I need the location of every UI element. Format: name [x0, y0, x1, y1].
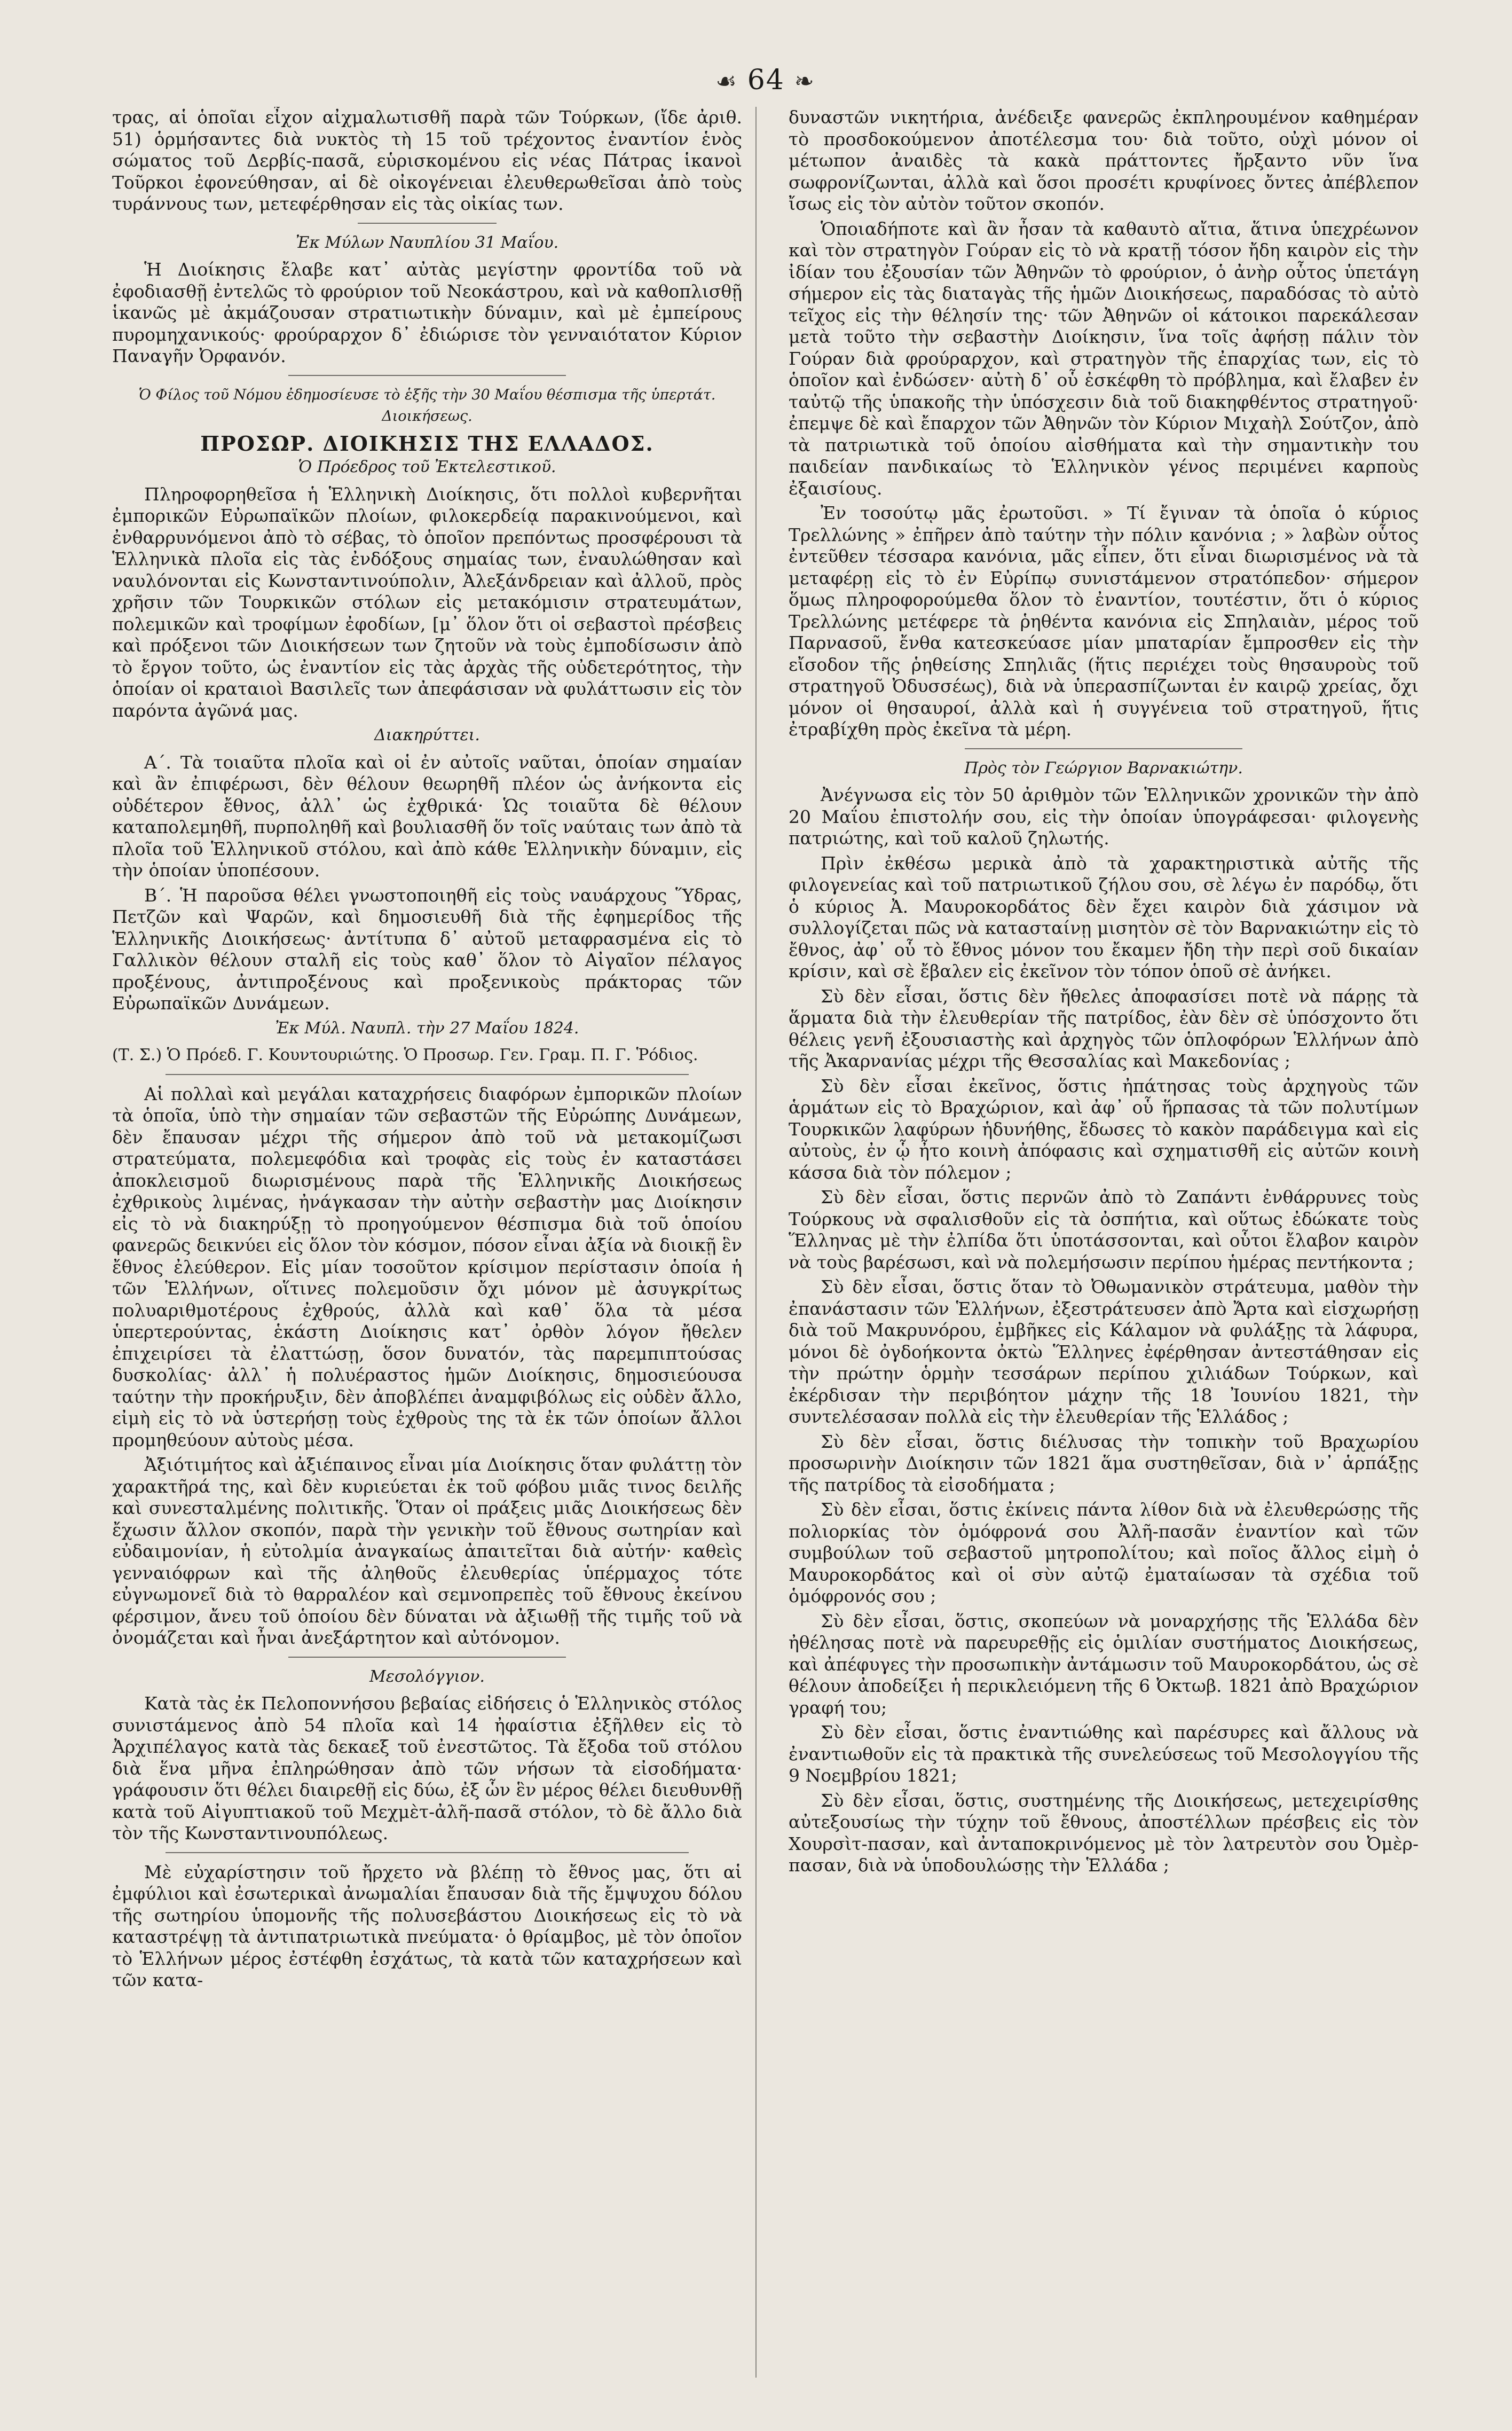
decree-article-b: Β΄. Ἡ παροῦσα θέλει γνωστοποιηθῆ εἰς τοὺς ναυάρχους Ὕδρας, Πετζῶν καὶ Ψαρῶν, καὶ δημοσιευθῆ διὰ τῆς ἐφημερίδος τῆς Ἑλληνικῆς Διοικήσεως· ἀντίτυπα δ᾽ αὐτοῦ μεταφρασμένα εἰς τὸ Γαλλικὸν θέλουν σταλῆ εἰς τοὺς καθ᾽ ὅλον τὸ Αἰγαῖον πέλαγος προξένους, ἀντιπροξένους καὶ προξενικοὺς πράκτορας τῶν Εὐρωπαϊκῶν Δυνάμεων.	[112, 884, 742, 1014]
columns	[112, 107, 1419, 2388]
letter-paragraph: Σὺ δὲν εἶσαι, ὅστις, συστημένης τῆς Διοικήσεως, μετεχειρίσθης αὐτεξουσίως τὴν τύχην τοῦ ἔθνους, ἀποστέλλων πρέσβεις εἰς τὸν Χουρσὶτ-πασαν, καὶ ἀνταποκρινόμενος μὲ τὸν λατρευτὸν σου Ὀμὲρ-πασαν, διὰ νὰ ὑποδουλώσῃς τὴν Ἑλλάδα ;	[789, 1790, 1419, 1876]
letter-paragraph: Σὺ δὲν εἶσαι, ὅστις ὅταν τὸ Ὀθωμανικὸν στράτευμα, μαθὸν τὴν ἐπανάστασιν τῶν Ἑλλήνων, ἐξεστράτευσεν ἀπὸ Ἄρτα καὶ εἰσχωρήσῃ διὰ τοῦ Μακρυνόρου, ἐμβῆκες εἰς Κάλαμον νὰ φυλάξῃς τὰ λάφυρα, μόνοι δὲ ὀγδοήκοντα ὀκτὼ Ἕλληνες ἐφέρθησαν ἀντεστάθησαν εἰς τὴν πρώτην ὁρμὴν τεσσάρων περίπου χιλιάδων Τούρκων, καὶ ἐκέρδισαν τὴν περιβόητον μάχην τῆς 18 Ἰουνίου 1821, τὴν συντελέσασαν πολλὰ εἰς τὴν ἐλευθερίαν τῆς Ἑλλάδος ;	[789, 1276, 1419, 1427]
article-paragraph: τρας, αἱ ὁποῖαι εἶχον αἰχμαλωτισθῆ παρὰ τῶν Τούρκων, (ἴδε ἀριθ. 51) ὁρμήσαντες διὰ νυκτὸς τὴ 15 τοῦ τρέχοντος ἐναντίον ἑνὸς σώματος τοῦ Δερβίς-πασᾶ, εὑρισκομένου εἰς νέας Πάτρας ἱκανοὶ Τοῦρκοι ἐφονεύθησαν, αἱ δὲ οἰκογένειαι ἐλευθερωθεῖσαι ἀπὸ τοὺς τυράννους των, μετεφέρθησαν εἰς τὰς οἰκίας των.	[112, 107, 742, 214]
editorial-note: Ὁ Φίλος τοῦ Νόμου ἐδημοσίευσε τὸ ἑξῆς τὴν 30 Μαΐου θέσπισμα τῆς ὑπερτάτ. Διοικήσεως.	[138, 386, 716, 425]
letter-paragraph: Σὺ δὲν εἶσαι, ὅστις ἐκίνεις πάντα λίθον διὰ νὰ ἐλευθερώσῃς τῆς πολιορκίας τὸν ὁμόφρονά σου Ἀλῆ-πασᾶν ἐναντίον καὶ τῶν συμβούλων τοῦ σεβαστοῦ μητροπολίτου; καὶ ποῖος ἄλλος εἰμὴ ὁ Μαυροκορδάτος καὶ οἱ σὺν αὐτῷ ἐματαίωσαν τὰ σχέδια τοῦ ὁμόφρονός σου ;	[789, 1499, 1419, 1606]
decree-proclaims: Διακηρύττει.	[374, 726, 480, 744]
decree-signatures: (Τ. Σ.) Ὁ Πρόεδ. Γ. Κουντουριώτης. Ὁ Προσωρ. Γεν. Γραμ. Π. Γ. Ῥόδιος.	[112, 1046, 698, 1064]
article-paragraph: Κατὰ τὰς ἐκ Πελοποννήσου βεβαίας εἰδήσεις ὁ Ἑλληνικὸς στόλος συνιστάμενος ἀπὸ 54 πλοῖα καὶ 14 ἠφαίστια ἐξῆλθεν εἰς τὸ Ἀρχιπέλαγος κατὰ τὰς δεκαεξ τοῦ ἐνεστῶτος. Τὰ ἔξοδα τοῦ στόλου διὰ ἕνα μῆνα ἐπληρώθησαν ἀπὸ τῶν νήσων τὰ εἰσοδήματα· γράφουσιν ὅτι θέλει διαιρεθῇ εἰς δύω, ἐξ ὧν ἓν μέρος θέλει διευθυνθῇ κατὰ τοῦ Αἰγυπτιακοῦ τοῦ Μεχμὲτ-ἀλῆ-πασᾶ στόλον, τὸ δὲ ἄλλο διὰ τὸν τῆς Κωνσταντινουπόλεως.	[112, 1693, 742, 1844]
letter-paragraph: Σὺ δὲν εἶσαι, ὅστις περνῶν ἀπὸ τὸ Ζαπάντι ἐνθάρρυνες τοὺς Τούρκους νὰ σφαλισθοῦν εἰς τὰ ὀσπήτια, καὶ οὕτως ἐδώκατε τοὺς Ἕλληνας μὲ τὴν ἐλπίδα ὅτι ὑποτάσσονται, καὶ οὗτοι ἔλαβον καιρὸν νὰ τοὺς βαρέσωσι, καὶ νὰ πολεμήσωσιν περίπου ἡμέρας πεντήκοντα ;	[789, 1187, 1419, 1273]
page-number: ☙ 64 ❧	[715, 64, 815, 96]
letter-addressee: Πρὸς τὸν Γεώργιον Βαρνακιώτην.	[964, 758, 1243, 778]
separator-line	[288, 375, 566, 376]
article-paragraph: Ἐν τοσούτῳ μᾶς ἐρωτοῦσι. » Τί ἔγιναν τὰ ὁποῖα ὁ κύριος Τρελλώνης » ἐπῆρεν ἀπὸ ταύτην τὴν πόλιν κανόνια ; » λαβὼν οὗτος ἐντεῦθεν τέσσαρα κανόνια, μᾶς εἶπεν, ὅτι εἶναι διωρισμένος νὰ τὰ μεταφέρῃ εἰς τὸ ἐν Εὐρίπῳ συνιστάμενον στρατόπεδον· σήμερον ὅμως πληροφορούμεθα ὅλον τὸ ἐναντίον, τουτέστιν, ὅτι ὁ κύριος Τρελλώνης μετέφερε τὰ ῥηθέντα κανόνια εἰς Σπηλαιὰν, μέρος τοῦ Παρνασοῦ, ἔνθα κατεσκεύασε μίαν μπαταρίαν ἔμπροσθεν εἰς τὴν εἴσοδον τῆς ῥηθείσης Σπηλιᾶς (ἥτις περιέχει τοὺς θησαυροὺς τοῦ στρατηγοῦ Ὀδυσσέως), διὰ νὰ ὑπερασπίζωνται ἐν καιρῷ χρείας, ὄχι μόνον οἱ θησαυροί, ἀλλὰ καὶ ἡ συγγένεια τοῦ στρατηγοῦ, ἥτις ἐτραβίχθη πρὸς ἐκεῖνα τὰ μέρη.	[789, 503, 1419, 740]
letter-paragraph: Πρὶν ἐκθέσω μερικὰ ἀπὸ τὰ χαρακτηριστικὰ αὐτῆς τῆς φιλογενείας καὶ τοῦ πατριωτικοῦ ζήλου σου, σὲ λέγω ἐν παρόδῳ, ὅτι ὁ κύριος Ἀ. Μαυροκορδάτος δὲν ἔχει καιρὸν διὰ χάσιμον νὰ συλλογίζεται πῶς νὰ κατασταίνῃ μισητὸν σὲ τὸν Βαρνακιώτην εἰς τὸ ἔθνος, ἀφ᾽ οὗ τὸ ἔθνος μόνον του ἔκαμεν ἤδη τὴν περὶ σοῦ δικαίαν κρίσιν, καὶ σὲ ἔβαλεν εἰς ἐκεῖνον τὸν τόπον ὁποῦ σὲ ἀνήκει.	[789, 852, 1419, 982]
article-paragraph: Μὲ εὐχαρίστησιν τοῦ ἤρχετο νὰ βλέπῃ τὸ ἔθνος μας, ὅτι αἱ ἐμφύλιοι καὶ ἐσωτερικαὶ ἀνωμαλίαι ἔπαυσαν διὰ τῆς ἔμψυχου δόλου τῆς σωτηρίου ὑπομονῆς τῆς πολυσεβάστου Διοικήσεως εἰς τὸ νὰ καταστρέψῃ τὰ ἀντιπατριωτικὰ πνεύματα· ὁ θρίαμβος, μὲ τὸν ὁποῖον τὸ Ἑλλήνων μέρος ἐστέφθη ἐσχάτως, τὰ κατὰ τῶν καταχρήσεων καὶ τῶν κατα-	[112, 1861, 742, 1990]
article-paragraph: Ὁποιαδήποτε καὶ ἂν ἦσαν τὰ καθαυτὸ αἴτια, ἅτινα ὑπεχρέωνον καὶ τὸν στρατηγὸν Γούραν εἰς τὸ νὰ κρατῇ τόσον ἤδη καιρὸν εἰς τὴν ἰδίαν του ἐξουσίαν τῶν Ἀθηνῶν τὸ φρούριον, ὁ ἀνὴρ οὗτος ὑπετάγη σήμερον εἰς τὰς διαταγὰς τῆς ἡμῶν Διοικήσεως, παραδόσας τὸ αὐτὸ τεῖχος εἰς τὴν θέλησίν της· τῶν Ἀθηνῶν οἱ κάτοικοι παρεκάλεσαν μετὰ τοῦτο τὴν σεβαστὴν Διοίκησιν, ἵνα τοῖς ἀφήσῃ πάλιν τὸν Γούραν διὰ φρούραρχον, καὶ στρατηγὸν τῆς ἐπαρχίας των, εἰς τὸ ὁποῖον καὶ ἐνδώσεν· αὐτὴ δ᾽ οὗ ἐσκέφθη τὸ πρόβλημα, καὶ ἔλαβεν ἐν ταὐτῷ τῆς ὑπακοῆς τὴν ὑπόσχεσιν διὰ τοῦ διακηφθέντος στρατηγοῦ· ἐπεμψε δὲ καὶ ἔπαρχον τῶν Ἀθηνῶν τὸν Κύριον Μιχαὴλ Σούτζον, ἀπὸ τὰ πατριωτικὰ τοῦ ὁποίου αἰσθήματα καὶ τὴν σημαντικὴν του παιδείαν πανδικαίως τὸ Ἑλληνικὸν γένος περιμένει καρποὺς ἐξαισίους.	[789, 218, 1419, 499]
decree-date: Ἐκ Μύλ. Ναυπλ. τὴν 27 Μαΐου 1824.	[275, 1018, 579, 1038]
page-header	[112, 64, 1419, 101]
letter-paragraph: Σὺ δὲν εἶσαι ἐκεῖνος, ὅστις ἠπάτησας τοὺς ἀρχηγοὺς τῶν ἁρμάτων εἰς τὸ Βραχώριον, καὶ ἀφ᾽ οὗ ἥρπασας τὰ τῶν πολυτίμων Τουρκικῶν λαφύρων ἡδυνήθης, ἔδωσες τὸ κακὸν παράδειγμα καὶ εἰς αὐτοὺς, ἐν ᾧ ἦτο κοινὴ ἀπόφασις καὶ σχηματισθῆ εἰς αὐτῶν κοινὴ κάσσα διὰ τὸν πόλεμον ;	[789, 1075, 1419, 1183]
letter-paragraph: Σὺ δὲν εἶσαι, ὅστις ἐναντιώθης καὶ παρέσυρες καὶ ἄλλους νὰ ἐναντιωθοῦν εἰς τὰ πρακτικὰ τῆς συνελεύσεως τοῦ Μεσολογγίου τῆς 9 Νοεμβρίου 1821;	[789, 1722, 1419, 1786]
hand-ornament-left-icon: ☙	[715, 68, 738, 95]
letter-paragraph: Ἀνέγνωσα εἰς τὸν 50 ἀριθμὸν τῶν Ἑλληνικῶν χρονικῶν τὴν ἀπὸ 20 Μαΐου ἐπιστολήν σου, εἰς τὴν ὁποίαν ὑπογράφεσαι· φιλογενὴς πατριώτης, καὶ τοῦ καλοῦ ζηλωτής.	[789, 785, 1419, 849]
separator-line	[288, 1657, 566, 1658]
letter-paragraph: Σὺ δὲν εἶσαι, ὅστις διέλυσας τὴν τοπικὴν τοῦ Βραχωρίου προσωρινὴν Διοίκησιν τῶν 1821 ἅμα συστηθεῖσαν, διὰ ν᾽ ἁρπάξῃς τῆς πατρίδος τὰ εἰσοδήματα ;	[789, 1431, 1419, 1495]
separator-line	[166, 1074, 689, 1075]
decree-article-a: Α΄. Τὰ τοιαῦτα πλοῖα καὶ οἱ ἐν αὐτοῖς ναῦται, ὁποίαν σημαίαν καὶ ἂν ἐπιφέρωσι, δὲν θέλουν θεωρηθῆ πλέον ὡς ἀνήκοντα εἰς οὐδέτερον ἔθνος, ἀλλ᾽ ὡς ἐχθρικά· Ὡς τοιαῦτα δὲ θέλουν καταπολεμηθῆ, πυρποληθῆ καὶ βουλιασθῆ ὅν τοῖς ναύταις των ἀπὸ τὰ πλοῖα τοῦ Ἑλληνικοῦ στόλου, καὶ ἀπὸ κάθε Ἑλληνικὴν δύναμιν, εἰς τὴν ὁποίαν ὑποπέσουν.	[112, 751, 742, 881]
right-column	[789, 107, 1419, 2388]
left-column	[112, 107, 742, 2388]
article-paragraph: δυναστῶν νικητήρια, ἀνέδειξε φανερῶς ἐκπληρουμένον καθημέραν τὸ προσδοκούμενον ἀποτέλεσμα του· διὰ τοῦτο, οὐχὶ μόνον οἱ μέτωπον ἀναιδὲς τὰ κακὰ πράττοντες ἤρξαντο νῦν ἵνα σωφρονίζωνται, ἀλλὰ καὶ ὅσοι προσέτι κρυφίνοες ὄντες ἀπέβλεπον ἴσως εἰς τὸν αὐτὸν τοῦτον σκοπόν.	[789, 107, 1419, 214]
decree-subheading: Ὁ Πρόεδρος τοῦ Ἐκτελεστικοῦ.	[298, 458, 556, 476]
letter-paragraph: Σὺ δὲν εἶσαι, ὅστις, σκοπεύων νὰ μοναρχήσῃς τῆς Ἑλλάδα δὲν ἠθέλησας ποτὲ νὰ παρευρεθῇς εἰς ὁμιλίαν συστήματος Διοικήσεως, καὶ ἀπέφυγες τὴν προσωπικὴν ἀντάμωσιν τοῦ Μαυροκορδάτου, ὡς σὲ θέλουν ἀποδείξει ἡ περικλειόμενη τῆς 6 Ὀκτωβ. 1821 ἀπὸ Βραχώριον γραφή του;	[789, 1610, 1419, 1718]
article-paragraph: Ἡ Διοίκησις ἔλαβε κατ᾽ αὐτὰς μεγίστην φροντίδα τοῦ νὰ ἐφοδιασθῇ ἐντελῶς τὸ φρούριον τοῦ Νεοκάστρου, καὶ νὰ καθοπλισθῇ ἱκανῶς μὲ ἀκμάζουσαν στρατιωτικὴν δύναμιν, καὶ μὲ ἐμπείρους πυρομηχανικούς· φρούραρχον δ᾽ ἐδιώρισε τὸν γενναιότατον Κύριον Παναγῆν Ὀρφανόν.	[112, 259, 742, 366]
separator-line	[358, 223, 497, 224]
dateline: Ἐκ Μύλων Ναυπλίου 31 Μαΐου.	[295, 233, 559, 252]
separator-line	[965, 748, 1242, 749]
decree-paragraph: Πληροφορηθεῖσα ἡ Ἑλληνικὴ Διοίκησις, ὅτι πολλοὶ κυβερνῆται ἐμπορικῶν Εὐρωπαϊκῶν πλοίων, φιλοκερδείᾳ παρακινούμενοι, καὶ ἐνθαρρυνόμενοι ἀπὸ τὸ σέβας, τὸ ὁποῖον πρεπόντως προσφέρουσι τὰ Ἑλληνικὰ πλοῖα εἰς τὰς ἐνδόξους σημαίας των, ἐναυλώθησαν καὶ ναυλόνονται εἰς Κωνσταντινούπολιν, Ἀλεξάνδρειαν καὶ ἀλλοῦ, πρὸς χρῆσιν τῶν Τουρκικῶν στόλων εἰς μετακόμισιν στρατευμάτων, πολεμικῶν καὶ τροφίμων ἐφοδίων, [μ᾽ ὅλον ὅτι οἱ σεβαστοὶ πρέσβεις καὶ πρόξενοι τῶν Διοικήσεων των ζητοῦν νὰ τοὺς ἐμποδίσωσιν ἀπὸ τὸ ἔργον τοῦτο, ὡς ἐναντίον εἰς τὰς ἀρχὰς τῆς οὐδετερότητος, τὴν ὁποίαν οἱ κραταιοὶ Βασιλεῖς των ἀπεφάσισαν νὰ φυλάττωσιν εἰς τὸν παρόντα ἀγῶνά μας.	[112, 483, 742, 721]
decree-heading: ΠΡΟΣΩΡ. ΔΙΟΙΚΗΣΙΣ ΤΗΣ ΕΛΛΑΔΟΣ.	[200, 431, 654, 456]
separator-line	[166, 1852, 689, 1853]
article-paragraph: Αἱ πολλαὶ καὶ μεγάλαι καταχρήσεις διαφόρων ἐμπορικῶν πλοίων τὰ ὁποῖα, ὑπὸ τὴν σημαίαν τῶν σεβαστῶν τῆς Εὐρώπης Δυνάμεων, δὲν ἔπαυσαν μέχρι τῆς σήμερον ἀπὸ τοῦ νὰ μετακομίζωσι στρατεύματα, πολεμεφόδια καὶ τροφὰς εἰς τοὺς ἐν καταστάσει ἀποκλεισμοῦ διωρισμένους παρὰ τῆς Ἑλληνικῆς Διοικήσεως ἐχθρικοὺς λιμένας, ἠνάγκασαν τὴν αὐτὴν σεβαστὴν μας Διοίκησιν εἰς τὸ νὰ διακηρύξῃ τὸ προηγούμενον θέσπισμα διὰ τοῦ ὁποίου φανερῶς δεικνύει εἰς ὅλον τὸν κόσμον, πόσον εἶναι ἀξία νὰ διοικῇ ἓν ἔθνος ἐλεύθερον. Εἰς μίαν τοσοῦτον κρίσιμον περίστασιν ὁποία ἡ τῶν Ἑλλήνων, οἵτινες πολεμοῦσιν ὄχι μόνον μὲ ἀσυγκρίτως πολυαριθμοτέρους ἐχθρούς, ἀλλὰ καὶ καθ᾽ ὅλα τὰ μέσα ὑπερτερούντας, ἑκάστη Διοίκησις κατ᾽ ὀρθὸν λόγον ἤθελεν ἐπιχειρίσει τὰ ἐλαττώσῃ, ὅσον δυνατόν, τὰς παρεμπιπτούσας δυσκολίας· ἀλλ᾽ ἡ πολυέραστος ἡμῶν Διοίκησις, δημοσιεύουσα ταύτην τὴν προκήρυξιν, δὲν ἀποβλέπει ἀναμφιβόλως εἰς οὐδὲν ἄλλο, εἰμὴ εἰς τὸ νὰ ὑστερήσῃ τοὺς ἐχθροὺς της τὰ ἐκ τῶν ὁποίων ἄλλοι προμηθεύουν αὐτοὺς μέσα.	[112, 1083, 742, 1450]
dateline: Μεσολόγγιον.	[369, 1667, 485, 1686]
letter-paragraph: Σὺ δὲν εἶσαι, ὅστις δὲν ἤθελες ἀποφασίσει ποτὲ νὰ πάρῃς τὰ ἅρματα διὰ τὴν ἐλευθερίαν τῆς πατρίδος, ἐὰν δὲν σὲ ὑπόσχοντο ὅτι θέλεις γενῆ ἐξουσιαστὴς καὶ ἀρχηγὸς τῶν ὁπλοφόρων Ἑλλήνων ἀπὸ τῆς Ἀκαρνανίας μέχρι τῆς Θεσσαλίας καὶ Μακεδονίας ;	[789, 985, 1419, 1071]
hand-ornament-right-icon: ❧	[794, 68, 815, 95]
article-paragraph: Ἀξιότιμήτος καὶ ἀξιέπαινος εἶναι μία Διοίκησις ὅταν φυλάττῃ τὸν χαρακτῆρά της, καὶ δὲν κυριεύεται ἐκ τοῦ φόβου μιᾶς τινος δειλῆς καὶ συνεσταλμένης πολιτικῆς. Ὅταν οἱ πράξεις μιᾶς Διοικήσεως δὲν ἔχωσιν ἄλλον σκοπόν, παρὰ τὴν γενικὴν τοῦ ἔθνους σωτηρίαν καὶ εὐδαιμονίαν, ἡ εὐτολμία ἀναγκαίως ἀπαιτεῖται διὰ αὐτήν· καθεὶς γενναιόφρων καὶ τῆς ἀληθοῦς ἐλευθερίας ὑπέρμαχος τότε εὐγνωμονεῖ διὰ τὸ θαρραλέον καὶ σεμνοπρεπὲς τοῦ ἔθνους ἐκείνου φέρσιμον, ἄνευ τοῦ ὁποίου δὲν δύναται νὰ ἀξιωθῇ τῆς τιμῆς τοῦ νὰ ὀνομάζεται καὶ ἦναι ἀνεξάρτητον καὶ αὐτόνομον.	[112, 1454, 742, 1648]
